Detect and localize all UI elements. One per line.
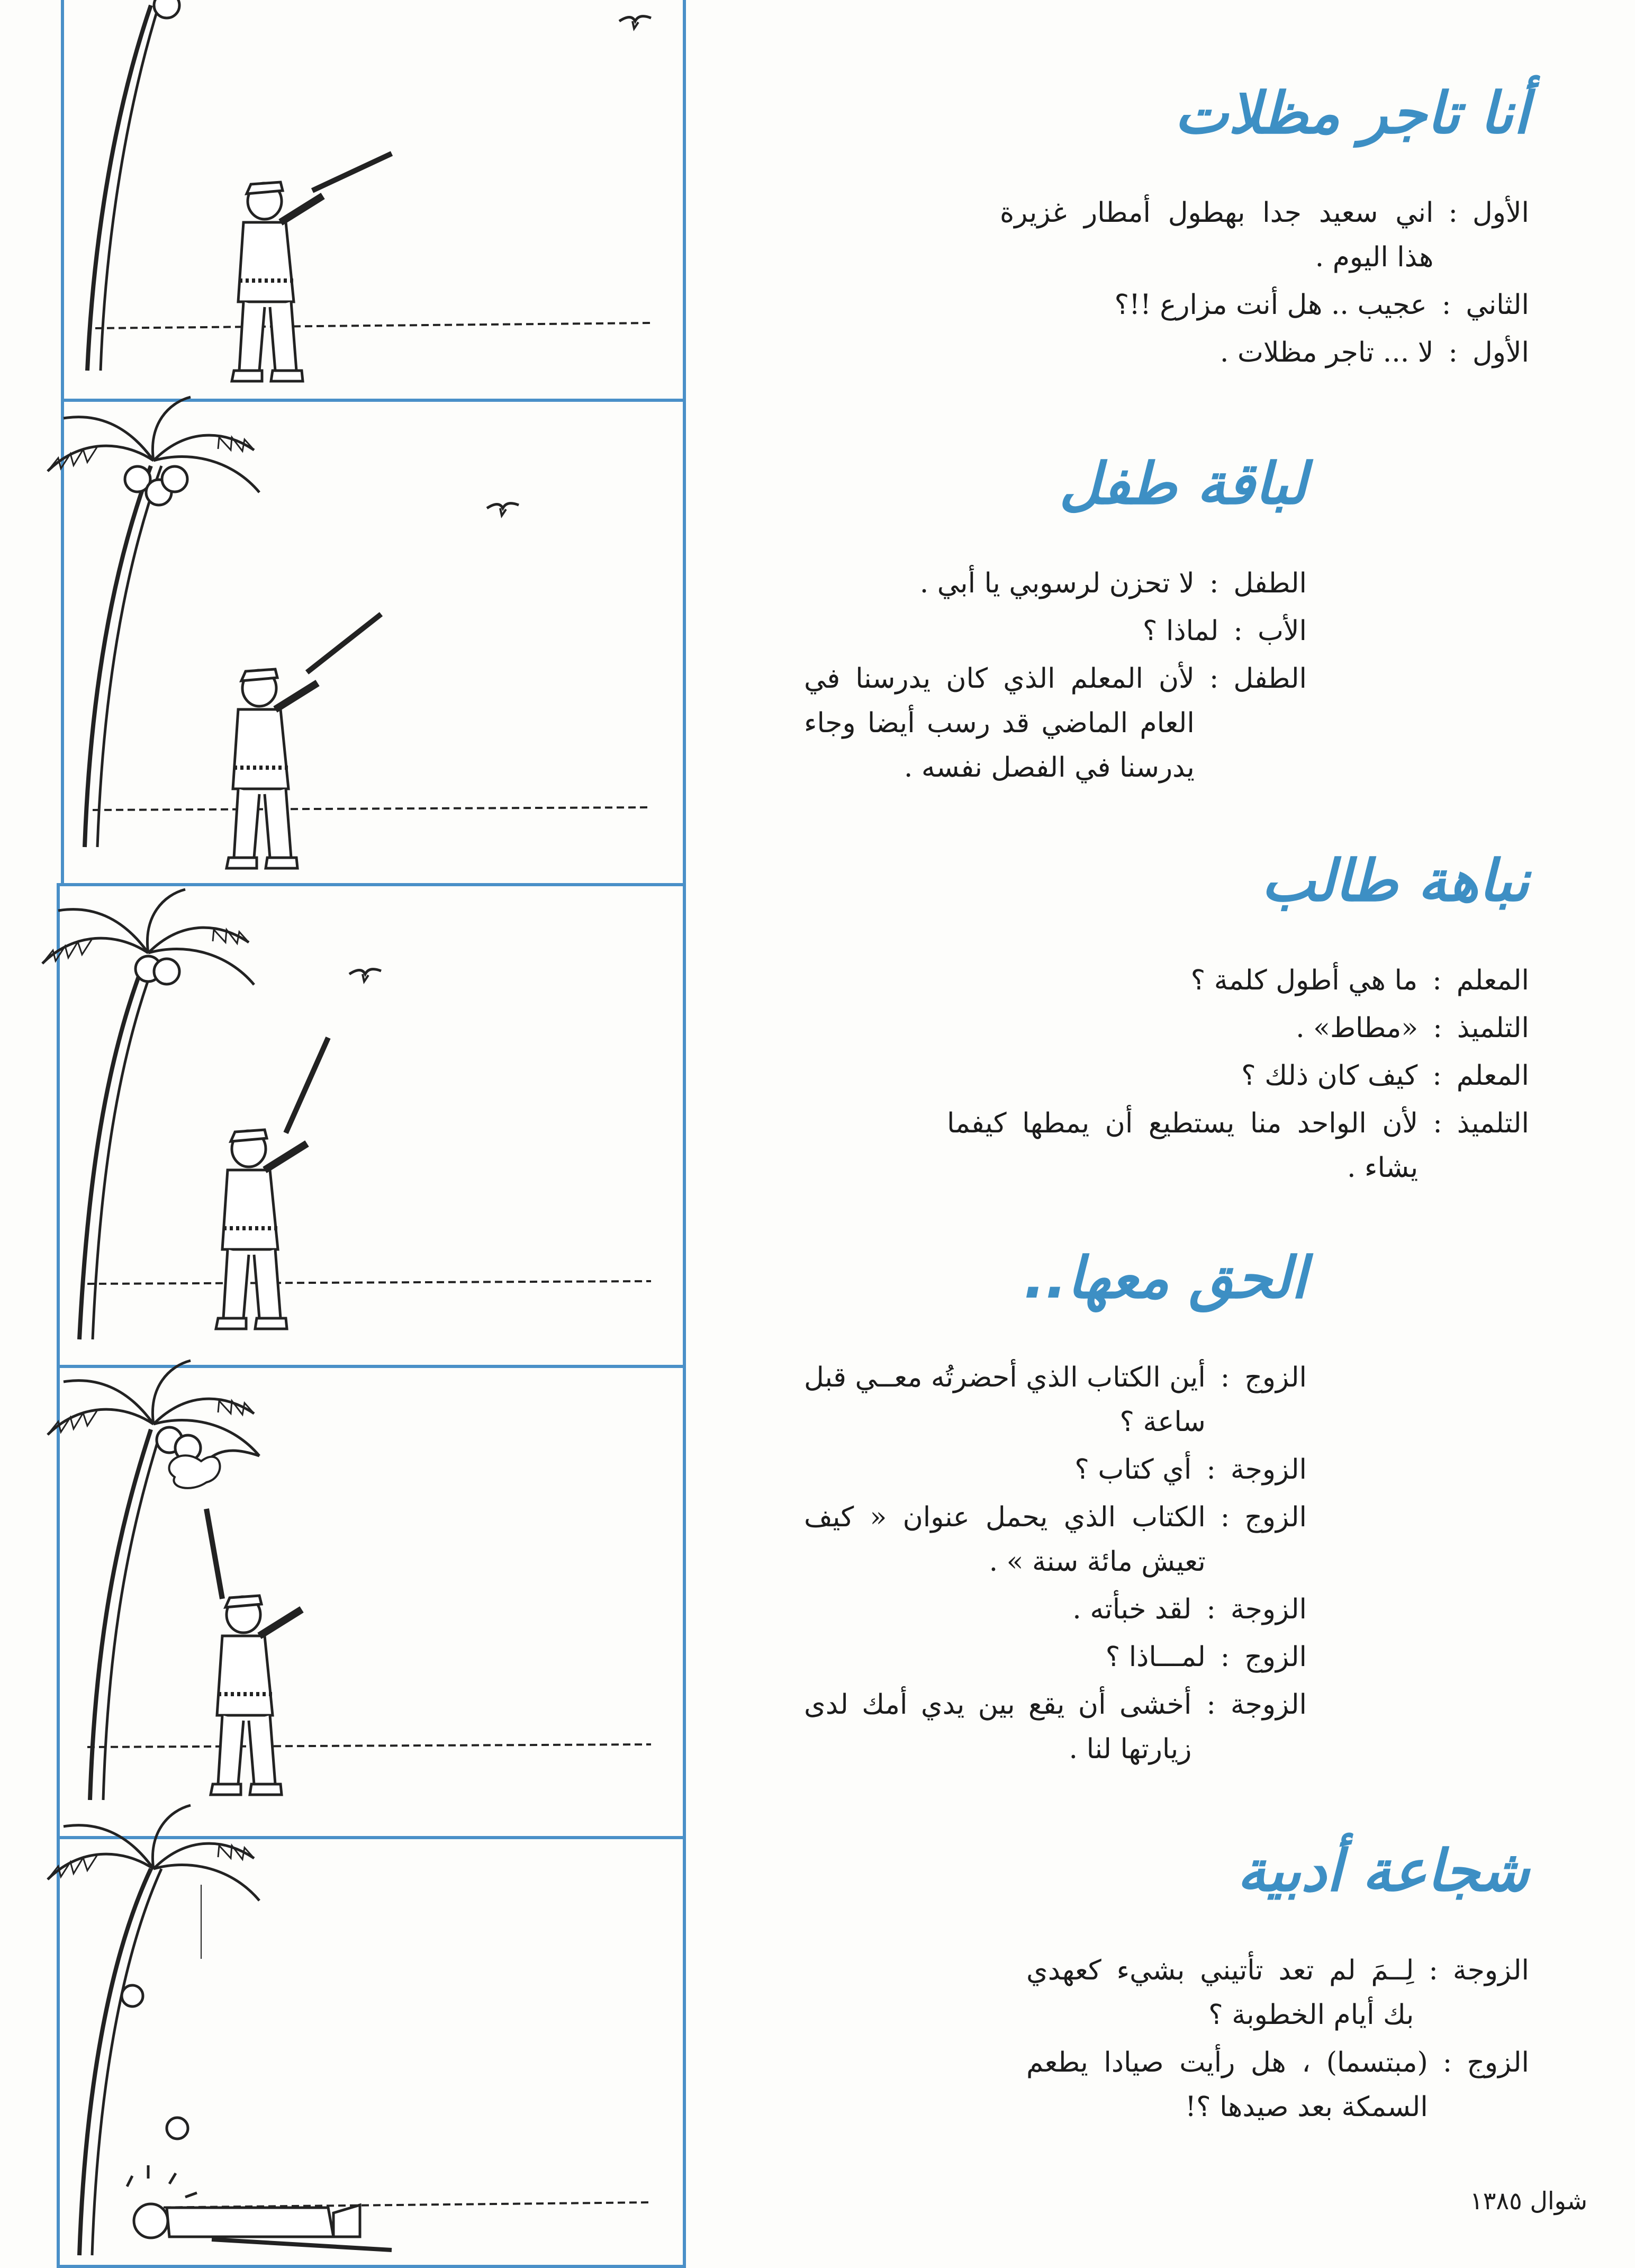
speaker: الزوج [1244, 1362, 1307, 1393]
speaker: المعلم [1456, 965, 1529, 996]
speaker: المعلم [1456, 1060, 1529, 1092]
joke-student-wit [947, 842, 1529, 1193]
dialogue-line: الزوج : أين الكتاب الذي أحضرتُه معــي قبل ساعة ؟ [804, 1355, 1307, 1444]
speaker: الزوجة [1230, 1454, 1307, 1486]
dialogue-line: الأب : لماذا ؟ [804, 609, 1307, 653]
line-text: لأن الواحد منا يستطيع أن يمطها كيفما يشاء . [947, 1108, 1419, 1184]
line-text: لمـــاذا ؟ [1105, 1641, 1206, 1673]
comic-panel-frames [58, 0, 684, 2266]
dialogue-line: التلميذ : «مطاط» . [947, 1006, 1529, 1050]
speaker: الزوج [1244, 1641, 1307, 1673]
dialogue [1026, 1948, 1529, 2129]
dialogue-line: الزوج : (مبتسما) ، هل رأيت صيادا يطعم السمكة بعد صيدها ؟! [1026, 2040, 1529, 2129]
dialogue-line: الزوجة : أخشى أن يقع بين يدي أمك لدى زيارتها لنا . [804, 1682, 1307, 1771]
line-text: لِــمَ لم تعد تأتيني بشيء كعهدي بك أيام الخطوبة ؟ [1026, 1955, 1414, 2031]
joke-child-tact [804, 445, 1307, 793]
dialogue-line: الثاني : عجيب .. هل أنت مزارع !!؟ [1000, 283, 1529, 327]
dialogue-line: الزوجة : أي كتاب ؟ [804, 1447, 1307, 1492]
speaker: الزوج [1467, 2047, 1529, 2078]
speaker: الزوجة [1230, 1594, 1307, 1625]
dialogue [804, 561, 1307, 790]
line-text: (مبتسما) ، هل رأيت صيادا يطعم السمكة بعد صيدها ؟! [1026, 2047, 1428, 2123]
speaker: الأول [1473, 197, 1529, 229]
joke-title: لباقة طفل [1059, 451, 1307, 517]
dialogue-line: الطفل : لأن المعلم الذي كان يدرسنا في العام الماضي قد رسب أيضا وجاء يدرسنا في الفصل نفسه . [804, 656, 1307, 790]
dialogue [947, 958, 1529, 1190]
dialogue-line: الأول : اني سعيد جدا بهطول أمطار غزيرة هذا اليوم . [1000, 191, 1529, 280]
line-text: «مطاط» . [1296, 1012, 1419, 1044]
dialogue-line: الأول : لا ... تاجر مظلات . [1000, 330, 1529, 375]
comic-panel-5 [48, 1805, 651, 2255]
comic-strip [0, 0, 688, 2268]
speaker: الطفل [1233, 663, 1307, 695]
joke-title: نباهة طالب [1261, 848, 1529, 914]
speaker: الطفل [1233, 568, 1307, 599]
line-text: عجيب .. هل أنت مزارع !!؟ [1114, 289, 1427, 321]
speaker: الزوجة [1230, 1689, 1307, 1721]
joke-title: الحق معها.. [1024, 1245, 1307, 1311]
line-text: ما هي أطول كلمة ؟ [1190, 965, 1418, 996]
dialogue-line: المعلم : كيف كان ذلك ؟ [947, 1054, 1529, 1098]
line-text: لا ... تاجر مظلات . [1220, 337, 1434, 368]
speaker: الأب [1257, 615, 1307, 647]
line-text: لا تحزن لرسوبي يا أبي . [919, 568, 1195, 599]
dialogue-line: الزوج : الكتاب الذي يحمل عنوان « كيف تعيش مائة سنة » . [804, 1495, 1307, 1584]
dialogue-line: الزوجة : لِــمَ لم تعد تأتيني بشيء كعهدي بك أيام الخطوبة ؟ [1026, 1948, 1529, 2037]
dialogue-line: المعلم : ما هي أطول كلمة ؟ [947, 958, 1529, 1003]
line-text: أين الكتاب الذي أحضرتُه معــي قبل ساعة ؟ [804, 1362, 1206, 1438]
speaker: الزوجة [1452, 1955, 1529, 1986]
speaker: التلميذ [1457, 1012, 1529, 1044]
joke-literary-courage [1026, 1832, 1529, 2132]
dialogue-line: الزوجة : لقد خبأته . [804, 1587, 1307, 1632]
dialogue [804, 1355, 1307, 1771]
dialogue-line: التلميذ : لأن الواحد منا يستطيع أن يمطها كيفما يشاء . [947, 1101, 1529, 1190]
line-text: اني سعيد جدا بهطول أمطار غزيرة هذا اليوم . [1000, 197, 1434, 273]
comic-panel-3 [42, 889, 651, 1339]
dialogue [1000, 191, 1529, 375]
line-text: لقد خبأته . [1072, 1594, 1192, 1625]
comic-panel-1 [87, 0, 651, 381]
joke-umbrella-merchant [1000, 74, 1529, 378]
comic-panel-2 [48, 397, 651, 868]
line-text: لماذا ؟ [1142, 615, 1219, 647]
line-text: الكتاب الذي يحمل عنوان « كيف تعيش مائة سنة » . [804, 1501, 1206, 1578]
comic-panel-4 [48, 1361, 651, 1800]
speaker: التلميذ [1457, 1108, 1529, 1139]
page-footer-date: شوال ١٣٨٥ [1470, 2186, 1587, 2215]
line-text: كيف كان ذلك ؟ [1241, 1060, 1418, 1092]
dialogue-line: الطفل : لا تحزن لرسوبي يا أبي . [804, 561, 1307, 606]
dialogue-line: الزوج : لمـــاذا ؟ [804, 1635, 1307, 1679]
speaker: الزوج [1244, 1501, 1307, 1533]
joke-she-is-right [804, 1239, 1307, 1775]
line-text: أي كتاب ؟ [1074, 1454, 1192, 1486]
joke-title: أنا تاجر مظلات [1174, 80, 1529, 147]
joke-title: شجاعة أدبية [1237, 1838, 1529, 1904]
line-text: لأن المعلم الذي كان يدرسنا في العام الماضي قد رسب أيضا وجاء يدرسنا في الفصل نفسه . [804, 663, 1195, 784]
line-text: أخشى أن يقع بين يدي أمك لدى زيارتها لنا . [804, 1689, 1192, 1765]
speaker: الأول [1473, 337, 1529, 368]
speaker: الثاني [1466, 289, 1529, 321]
